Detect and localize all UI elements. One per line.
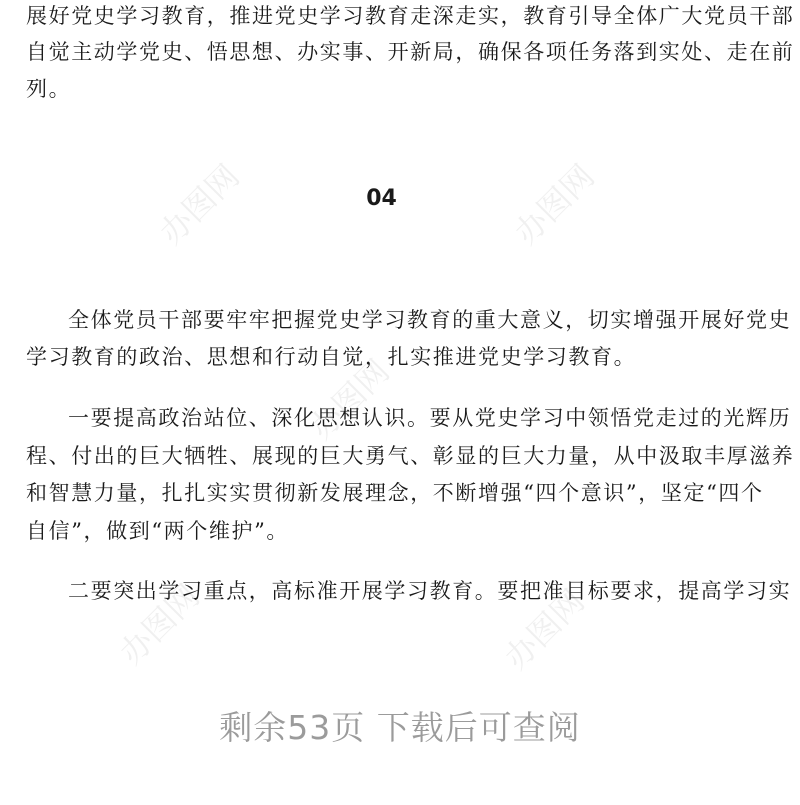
paragraph-line: 展好党史学习教育，推进党史学习教育走深走实，教育引导全体广大党员干部 (26, 4, 795, 28)
paragraph-line: 和智慧力量，扎扎实实贯彻新发展理念，不断增强“四个意识”，坚定“四个 (26, 481, 764, 505)
watermark: 办图网 (112, 577, 207, 672)
watermark: 办图网 (497, 582, 592, 677)
remaining-pages-prompt[interactable]: 剩余53页 下载后可查阅 (219, 708, 581, 747)
paragraph-line: 全体党员干部要牢牢把握党史学习教育的重大意义，切实增强开展好党史 (68, 308, 792, 332)
watermark: 办图网 (507, 157, 602, 252)
paragraph-line: 一要提高政治站位、深化思想认识。要从党史学习中领悟党走过的光辉历 (68, 406, 792, 430)
watermark: 办图网 (302, 352, 397, 447)
section-number: 04 (366, 186, 397, 211)
paragraph-line: 列。 (26, 77, 72, 101)
paragraph-line: 学习教育的政治、思想和行动自觉，扎实推进党史学习教育。 (26, 345, 637, 369)
paragraph-line: 自信”，做到“两个维护”。 (26, 519, 290, 543)
paragraph-line: 程、付出的巨大牺牲、展现的巨大勇气、彰显的巨大力量，从中汲取丰厚滋养 (26, 444, 795, 468)
watermark: 办图网 (152, 157, 247, 252)
paragraph-line: 自觉主动学党史、悟思想、办实事、开新局，确保各项任务落到实处、走在前 (26, 40, 795, 64)
paragraph-line: 二要突出学习重点，高标准开展学习教育。要把准目标要求，提高学习实 (68, 579, 792, 603)
